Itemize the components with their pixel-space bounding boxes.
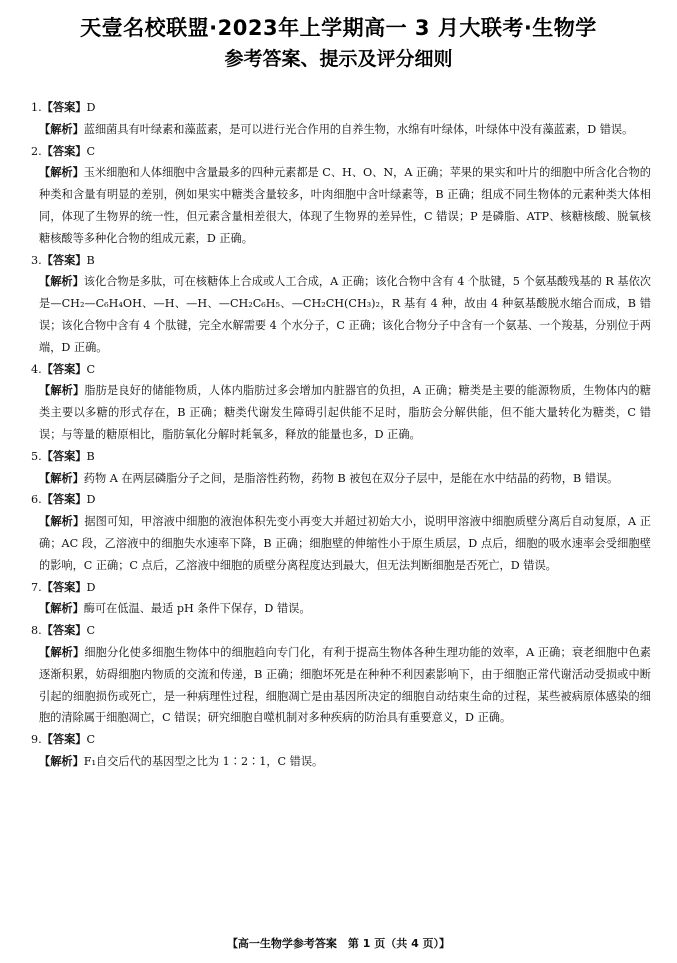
explanation-tag: 【解析】 (39, 514, 85, 529)
answer-line (31, 250, 651, 272)
question-item (31, 250, 651, 359)
explanation-text: 脂肪是良好的储能物质，人体内脂肪过多会增加内脏器官的负担，A 正确；糖类是主要的能源物质，生物体内的糖类主要以多糖的形式存在，B 正确；糖类代谢发生障碍引起供能不足时，脂肪会分解供能，但不能大量转化为糖类，C 错误；与等量的糖原相比，脂肪氧化分解时耗氧多，释放的能量也多，D 正确。 (39, 384, 651, 441)
explanation-paragraph (31, 271, 651, 358)
answer-list (31, 97, 651, 773)
answer-line (31, 97, 651, 119)
explanation-text: 药物 A 在两层磷脂分子之间，是脂溶性药物，药物 B 被包在双分子层中，是能在水中结晶的药物，B 错误。 (83, 471, 619, 485)
explanation-paragraph (31, 468, 651, 490)
answer-value: C (86, 624, 96, 638)
page-footer: 【高一生物学参考答案 第 1 页（共 4 页）】 (226, 937, 451, 950)
answer-value: C (86, 144, 96, 158)
question-number: 7. (31, 580, 42, 594)
answer-value: D (86, 101, 96, 114)
answer-tag: 【答案】 (41, 579, 87, 594)
explanation-text: 蓝细菌具有叶绿素和藻蓝素，是可以进行光合作用的自养生物，水绵有叶绿体，叶绿体中没有藻蓝素，D 错误。 (83, 122, 634, 136)
explanation-paragraph (31, 511, 651, 576)
explanation-text: 据图可知，甲溶液中细胞的液泡体积先变小再变大并超过初始大小，说明甲溶液中细胞质壁分离后自动复原，A 正确；AC 段，乙溶液中的细胞失水速率下降，B 正确；细胞壁的伸缩性小于原生质层，D 点后，细胞的吸水速率会受细胞壁的影响，C 正确；C 点后，乙溶液中细胞的质壁分离程度达到最大，但无法判断细胞是否死亡，D 错误。 (39, 515, 651, 572)
answer-line (31, 359, 651, 381)
question-item (31, 446, 651, 490)
explanation-paragraph (31, 642, 651, 729)
question-item (31, 620, 651, 729)
explanation-tag: 【解析】 (39, 753, 84, 768)
question-item (31, 577, 651, 621)
answer-line (31, 489, 651, 511)
question-item (31, 359, 651, 446)
explanation-text: 酶可在低温、最适 pH 条件下保存，D 错误。 (83, 602, 311, 616)
explanation-tag: 【解析】 (39, 470, 84, 485)
explanation-tag: 【解析】 (39, 121, 84, 136)
answer-tag: 【答案】 (41, 100, 87, 114)
question-number: 6. (31, 493, 42, 507)
explanation-paragraph (31, 751, 651, 773)
question-item (31, 141, 651, 250)
answer-tag: 【答案】 (41, 361, 87, 376)
explanation-tag: 【解析】 (39, 601, 84, 616)
explanation-tag: 【解析】 (39, 383, 85, 398)
answer-line (31, 620, 651, 642)
page-subtitle: 参考答案、提示及评分细则 (224, 48, 453, 70)
explanation-text: F₁自交后代的基因型之比为 1∶2∶1，C 错误。 (83, 754, 324, 768)
question-number: 3. (31, 253, 42, 267)
answer-tag: 【答案】 (41, 492, 87, 507)
question-number: 9. (31, 733, 42, 747)
explanation-tag: 【解析】 (39, 165, 84, 180)
explanation-tag: 【解析】 (39, 274, 84, 289)
question-item (31, 97, 651, 141)
answer-line (31, 577, 651, 599)
question-number: 2. (31, 144, 42, 158)
answer-line (31, 446, 651, 468)
answer-tag: 【答案】 (41, 448, 87, 463)
explanation-paragraph (31, 380, 651, 445)
answer-tag: 【答案】 (41, 252, 87, 267)
explanation-paragraph (31, 119, 651, 141)
question-item (31, 489, 651, 576)
answer-tag: 【答案】 (41, 623, 87, 638)
question-number: 8. (31, 624, 42, 638)
question-number: 5. (31, 449, 42, 463)
question-number: 4. (31, 362, 42, 376)
answer-line (31, 141, 651, 163)
answer-line (31, 729, 651, 751)
answer-tag: 【答案】 (41, 732, 87, 747)
explanation-tag: 【解析】 (39, 644, 85, 659)
page-title: 天壹名校联盟·2023年上学期高一 3 月大联考·生物学 (80, 16, 597, 40)
explanation-paragraph (31, 598, 651, 620)
answer-value: D (86, 580, 96, 594)
answer-value: C (86, 362, 96, 376)
answer-value: B (86, 449, 95, 463)
answer-value: D (86, 493, 96, 507)
question-item (31, 729, 651, 773)
answer-tag: 【答案】 (41, 143, 87, 158)
explanation-paragraph (31, 162, 651, 249)
answer-value: C (86, 733, 96, 747)
answer-value: B (86, 253, 95, 267)
explanation-text: 细胞分化使多细胞生物体中的细胞趋向专门化，有利于提高生物体各种生理功能的效率，A 正确；衰老细胞中色素逐渐积累，妨碍细胞内物质的交流和传递，B 正确；细胞坏死是在种种不利因素影响下，由于细胞正常代谢活动受损或中断引起的细胞损伤或死亡，是一种病理性过程，细胞凋亡是由基因所决定的细胞自动结束生命的过程，某些被病原体感染的细胞的清除属于细胞凋亡，C 错误；研究细胞自噬机制对多种疾病的防治具有重要意义，D 正确。 (39, 645, 651, 725)
question-number: 1. (31, 101, 42, 114)
explanation-text: 该化合物是多肽，可在核糖体上合成或人工合成，A 正确；该化合物中含有 4 个肽键，5 个氨基酸残基的 R 基依次是—CH₂—C₆H₄OH、—H、—H、—CH₂C₆H₅、—CH₂CH(CH₃)₂，R 基有 4 种，故由 4 种氨基酸脱水缩合而成，B 错误；该化合物中含有 4 个肽键，完全水解需要 4 个水分子，C 正确；该化合物分子中含有一个氨基、一个羧基，分别位于两端，D 正确。 (39, 275, 651, 354)
explanation-text: 玉米细胞和人体细胞中含量最多的四种元素都是 C、H、O、N，A 正确；苹果的果实和叶片的细胞中所含化合物的种类和含量有明显的差别，例如果实中糖类含量较多，叶肉细胞中含叶绿素等，B 正确；组成不同生物体的元素种类大体相同，体现了生物界的统一性，但元素含量相差很大，体现了生物界的差异性，C 错误；P 是磷脂、ATP、核糖核酸、脱氧核糖核酸等多种化合物的组成元素，D 正确。 (39, 166, 651, 245)
